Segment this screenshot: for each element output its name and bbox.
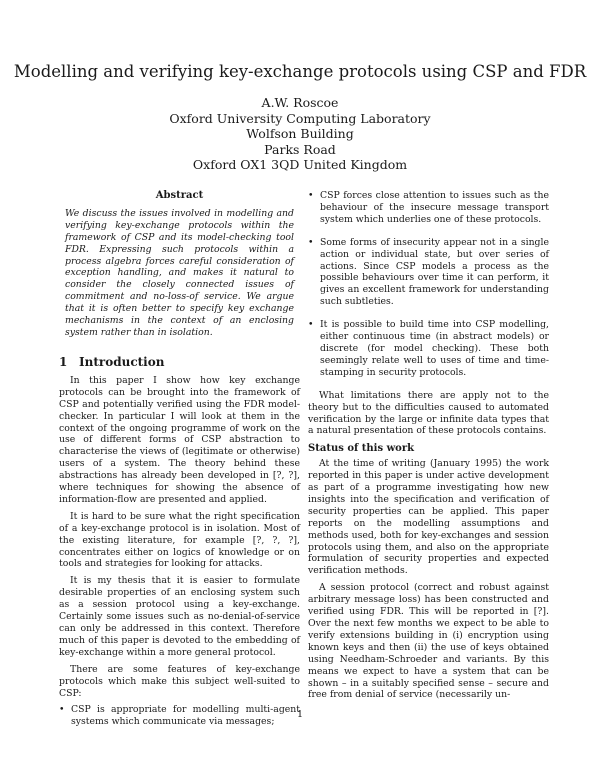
page-number: 1	[296, 709, 304, 720]
section-number: 1	[59, 354, 68, 369]
bullet-icon: •	[308, 190, 314, 201]
abstract-text: We discuss the issues involved in modelling and verifying key-exchange protocols within the framework of CSP and its model-checking tool FDR. Expressing such protocols within a process algebra forces careful consideration of exception handling, and makes it natural to consider the closely connected issues of commitment and no-loss-of service. We argue that it is often better to specify key exchange mechanisms in the context of an enclosing system rather than in isolation.	[65, 207, 294, 338]
abstract-heading: Abstract	[155, 190, 204, 201]
section-heading-introduction	[59, 355, 300, 369]
list-item: • CSP forces close attention to issues such as the behaviour of the insecure message transport system which underlies one of these protocols.	[308, 190, 549, 225]
author-affiliation: Oxford University Computing Laboratory	[169, 110, 431, 126]
bullet-icon: •	[59, 704, 65, 716]
intro-paragraph: There are some features of key-exchange protocols which make this subject well-suited to CSP:	[59, 663, 300, 699]
subsection-heading-status: Status of this work	[308, 443, 415, 455]
list-item: • It is possible to build time into CSP modelling, either continuous time (in abstract models) or discrete (for model checking). These both seemingly relate well to uses of time and time-stamping in security protocols.	[308, 319, 549, 378]
status-paragraph: A session protocol (correct and robust against arbitrary message loss) has been constructed and verified using FDR. This will be reported in [?]. Over the next few months we expect to be able to verify extensions building in (i) encryption using known keys and then (ii) the use of keys obtained using Needham-Schroeder and variants. By this means we expect to have a system that can be shown – in a suitably specified sense – secure and free from denial of service (necessarily un-	[308, 582, 549, 701]
author-block	[0, 95, 600, 173]
status-paragraph: At the time of writing (January 1995) the work reported in this paper is under active development as part of a programme investigating how new insights into the specification and verification of security properties can be applied. This paper reports on the modelling assumptions and methods used, both for key-exchanges and session protocols using them, and also on the appropriate formulation of security properties and expected verification methods.	[308, 458, 549, 577]
section-title: Introduction	[79, 354, 165, 369]
author-street: Parks Road	[264, 141, 336, 157]
feature-list-continued	[308, 190, 549, 379]
author-building: Wolfson Building	[246, 126, 354, 141]
list-item: • Some forms of insecurity appear not in a single action or individual state, but over series of actions. Since CSP models a process as the possible behaviours over time it can perform, it gives an excellent framework for understanding such subtleties.	[308, 236, 549, 308]
right-column	[308, 190, 549, 706]
left-column	[59, 190, 300, 739]
author-city: Oxford OX1 3QD United Kingdom	[192, 157, 408, 172]
author-name: A.W. Roscoe	[261, 95, 339, 110]
intro-paragraph: It is my thesis that it is easier to formulate desirable properties of an enclosing system such as a session protocol using a key-exchange. Certainly some issues such as no-denial-of-service can only be addressed in this context. Therefore much of this paper is devoted to the embedding of key-exchange within a more general protocol.	[59, 575, 300, 658]
paper-title: Modelling and verifying key-exchange protocols using CSP and FDR	[13, 62, 587, 81]
bullet-icon: •	[308, 236, 314, 248]
bullet-icon: •	[308, 319, 314, 331]
list-item: • CSP is appropriate for modelling multi-agent systems which communicate via messages;	[59, 704, 300, 728]
intro-paragraph: It is hard to be sure what the right specification of a key-exchange protocol is in isolation. Most of the existing literature, for example [?, ?, ?], concentrates either on logics of knowledge or on tools and strategies for looking for attacks.	[59, 510, 300, 570]
intro-paragraph: What limitations there are apply not to the theory but to the difficulties caused to automated verification by the large or infinite data types that a natural presentation of these protocols contains.	[308, 389, 549, 437]
intro-paragraph: In this paper I show how key exchange protocols can be brought into the framework of CSP and potentially verified using the FDR model-checker. In particular I will look at them in the context of the ongoing programme of work on the use of different forms of CSP abstraction to characterise the views of (legitimate or otherwise) users of a system. The theory behind these abstractions has already been developed in [?, ?], where techniques for showing the absence of information-flow are presented and applied.	[59, 374, 300, 505]
